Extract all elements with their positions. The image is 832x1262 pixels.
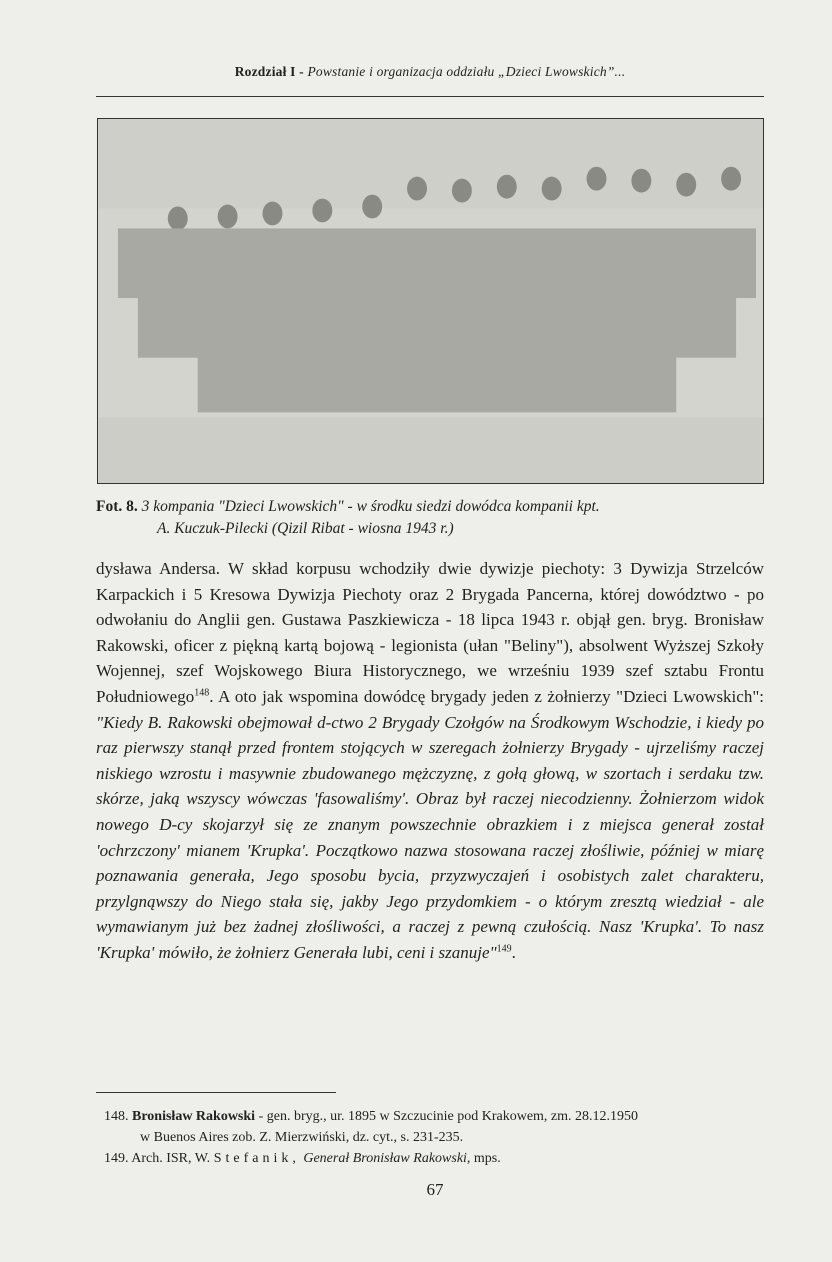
page-number: 67 bbox=[426, 1180, 444, 1199]
header-chapter: Rozdział I - bbox=[234, 64, 304, 79]
body-text-part-1: dysława Andersa. W skład korpusu wchodziły dwie dywizje piechoty: 3 Dywizja Strzelców Karpackich i 5 Kresowa Dywizja Piechoty oraz 2 Brygada Pancerna, której dowództwo - po odwołaniu do Anglii gen. Gustawa Paszkiewicza - 18 lipca 1943 r. objął gen. bryg. Bronisław Rakowski, oficer z piękną kartą bojową - legionista (ułan "Beliny"), absolwent Wyższej Szkoły Wojennej, szef Wojskowego Biura Historycznego, we wrześniu 1939 szef sztabu Frontu Południowego bbox=[96, 559, 764, 706]
body-text-part-2: . A oto jak wspomina dowódcę brygady jeden z żołnierzy "Dzieci Lwowskich": bbox=[209, 686, 764, 706]
footnote-148 bbox=[104, 1106, 784, 1148]
body-paragraph bbox=[96, 556, 764, 966]
footnote-149 bbox=[104, 1148, 784, 1169]
caption-line-2: A. Kuczuk-Pilecki (Qizil Ribat - wiosna 1943 r.) bbox=[157, 520, 454, 537]
photo-caption bbox=[96, 496, 776, 540]
footnote-149-title: Generał Bronisław Rakowski, bbox=[303, 1151, 471, 1166]
footnote-148-text-2: w Buenos Aires zob. Z. Mierzwiński, dz. cyt., s. 231-235. bbox=[140, 1130, 464, 1145]
footnote-148-number: 148. bbox=[104, 1109, 129, 1124]
caption-label: Fot. 8. bbox=[96, 498, 138, 515]
footnotes bbox=[104, 1106, 784, 1169]
footnote-149-pre: Arch. ISR, W. bbox=[131, 1151, 211, 1166]
body-end: . bbox=[511, 942, 516, 962]
header-title: Powstanie i organizacja oddziału „Dzieci Lwowskich”... bbox=[307, 64, 626, 79]
footnote-149-author: Stefanik, bbox=[213, 1151, 300, 1166]
caption-line-1: 3 kompania "Dzieci Lwowskich" - w środku siedzi dowódca kompanii kpt. bbox=[141, 498, 600, 515]
footnote-148-text: - gen. bryg., ur. 1895 w Szczucinie pod Krakowem, zm. 28.12.1950 bbox=[258, 1109, 639, 1124]
footnote-ref-148: 148 bbox=[194, 687, 210, 699]
running-header bbox=[96, 64, 764, 80]
footnote-149-post: mps. bbox=[473, 1151, 501, 1166]
footnote-149-number: 149. bbox=[104, 1151, 129, 1166]
group-photo bbox=[97, 118, 764, 484]
body-text bbox=[96, 556, 764, 966]
header-rule bbox=[96, 96, 764, 97]
footnote-ref-149: 149 bbox=[496, 943, 512, 955]
quotation: "Kiedy B. Rakowski obejmował d-ctwo 2 Brygady Czołgów na Środkowym Wschodzie, i kiedy po raz pierwszy stanął przed frontem stojących w szeregach żołnierzy Brygady - ujrzeliśmy raczej niskiego wzrostu i masywnie zbudowanego mężczyznę, z gołą głową, w szortach i serdaku tzw. skórze, jaką wszyscy wówczas 'fasowaliśmy'. Obraz był raczej niecodzienny. Żołnierzom widok nowego D-cy skojarzył się ze znanym powszechnie obrazkiem i z miejsca generał został 'ochrzczony' mianem 'Krupka'. Początkowo nazwa stosowana raczej złośliwie, później w miarę poznawania generała, Jego sposobu bycia, przyzwyczajeń i osobistych zalet charakteru, przylgnąwszy do Niego stała się, jakby Jego przydomkiem - o którym zresztą wiedział - ale wymawianym już bez żadnej złośliwości, a raczej z pewną czułością. Nasz 'Krupka'. To nasz 'Krupka' mówiło, że żołnierz Generała lubi, ceni i szanuje" bbox=[96, 712, 764, 962]
footnote-rule bbox=[96, 1092, 336, 1093]
footnote-148-name: Bronisław Rakowski bbox=[132, 1109, 256, 1124]
